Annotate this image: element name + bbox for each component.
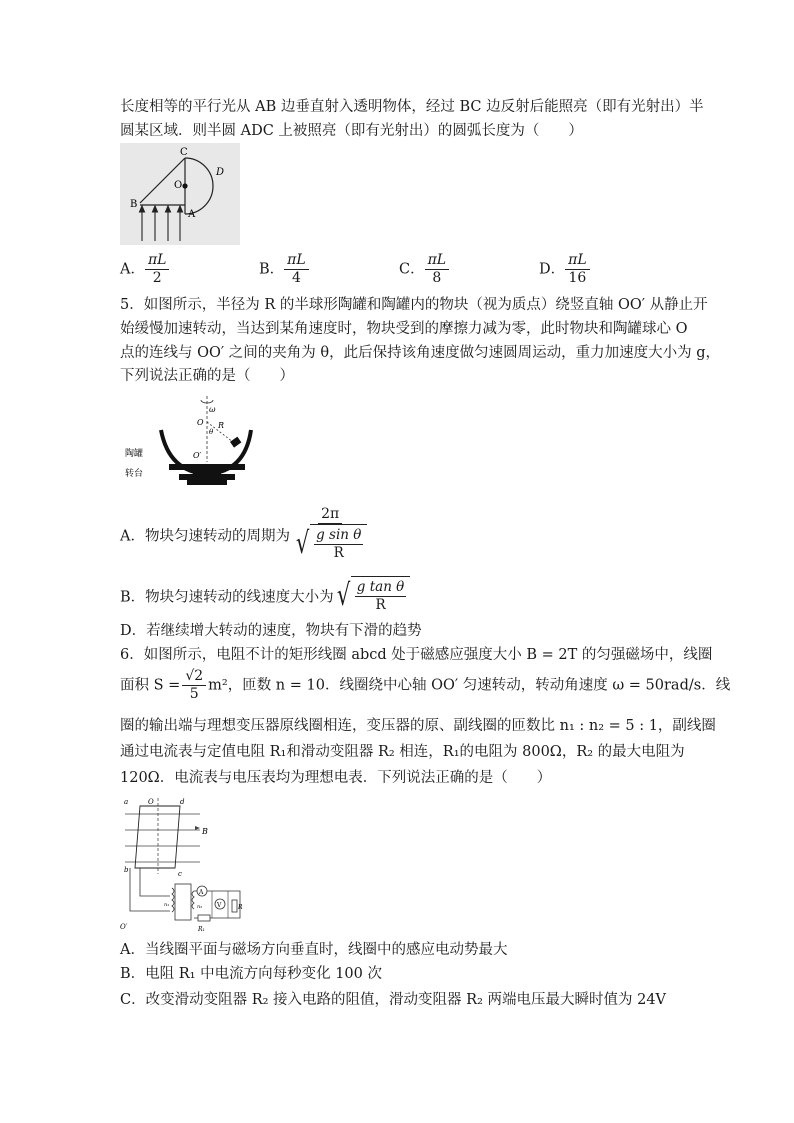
q6-line-4: 通过电流表与定值电阻 R₁和滑动变阻器 R₂ 相连，R₁的电阻为 800Ω，R₂ 的最大电阻为 bbox=[120, 744, 685, 760]
q5-option-b-text: B．物块匀速转动的线速度大小为 bbox=[120, 589, 334, 606]
q5-option-d[interactable]: D．若继续增大转动的速度，物块有下滑的趋势 bbox=[120, 623, 422, 639]
q5-line-1: 5．如图所示，半径为 R 的半球形陶罐和陶罐内的物块（视为质点）绕竖直轴 OO′ 从静止开 bbox=[120, 297, 708, 313]
q4-label-b: B bbox=[130, 199, 138, 210]
q6-option-b[interactable]: B．电阻 R₁ 中电流方向每秒变化 100 次 bbox=[120, 966, 382, 982]
q6-label-r: R bbox=[238, 904, 243, 911]
q4-option-a-den: 2 bbox=[152, 270, 162, 286]
q4-option-b-den: 4 bbox=[291, 270, 301, 286]
q4-option-b-num: πL bbox=[284, 252, 309, 270]
q5-label-jar: 陶罐 bbox=[125, 449, 144, 459]
q5-line-2: 始缓慢加速转动，当达到某角速度时，物块受到的摩擦力减为零，此时物块和陶罐球心 O bbox=[120, 321, 688, 337]
q6-line-2-den: 5 bbox=[189, 686, 199, 702]
q4-option-d[interactable] bbox=[539, 252, 590, 287]
q6-line-2-post: m²，匝数 n = 10．线圈绕中心轴 OO′ 匀速转动，转动角速度 ω = 50rad/s．线 bbox=[208, 677, 731, 694]
q4-label-o: O bbox=[174, 180, 183, 191]
q6-label-b-field: B bbox=[202, 827, 208, 836]
q4-option-d-letter: D． bbox=[539, 261, 566, 278]
q6-label-d: d bbox=[180, 798, 185, 806]
q4-line-2: 圆某区域．则半圆 ADC 上被照亮（即有光射出）的圆弧长度为（ ） bbox=[120, 123, 583, 139]
q5-label-omega: ω bbox=[209, 405, 216, 414]
q6-label-voltmeter: V bbox=[217, 902, 222, 909]
q4-option-b-letter: B． bbox=[259, 261, 285, 278]
q6-label-n1: n₁ bbox=[164, 902, 170, 908]
q4-line-1: 长度相等的平行光从 AB 边垂直射入透明物体，经过 BC 边反射后能照亮（即有光射出）半 bbox=[120, 99, 704, 115]
q5-label-table: 转台 bbox=[125, 469, 144, 479]
q4-option-d-num: πL bbox=[565, 252, 590, 270]
q4-figure bbox=[120, 143, 240, 245]
q6-label-c: c bbox=[178, 870, 182, 878]
q6-label-o: O bbox=[148, 798, 154, 806]
q6-label-o-prime: O′ bbox=[120, 923, 128, 931]
q4-option-c[interactable] bbox=[399, 252, 449, 287]
q4-option-c-letter: C． bbox=[399, 261, 425, 278]
q5-line-4: 下列说法正确的是（ ） bbox=[120, 368, 294, 384]
q4-label-d: D bbox=[216, 167, 225, 178]
q4-label-a: A bbox=[188, 209, 196, 220]
q5-option-b-rad-num: g tan θ bbox=[356, 579, 405, 595]
q6-label-r1: R₁ bbox=[198, 926, 205, 933]
q5-option-a[interactable]: A．物块匀速转动的周期为 2π √ $\frac{\text{g sin θ}}{R}$ bbox=[120, 506, 370, 564]
q6-line-5: 120Ω．电流表与电压表均为理想电表．下列说法正确的是（ ） bbox=[120, 770, 552, 786]
q4-option-a-letter: A． bbox=[120, 261, 145, 278]
q6-label-a: a bbox=[124, 798, 129, 806]
q6-line-2-num: √2 bbox=[182, 668, 206, 686]
q4-option-a[interactable] bbox=[120, 252, 169, 287]
q5-option-b[interactable]: B．物块匀速转动的线速度大小为 √ $\frac{\text{g tan θ}}{R}$ bbox=[120, 576, 410, 616]
q5-option-b-rad-den: R bbox=[375, 597, 386, 613]
q5-label-o: O bbox=[197, 418, 204, 427]
q6-label-b: b bbox=[124, 866, 129, 874]
q6-line-2-pre: 面积 S = bbox=[120, 677, 181, 694]
q4-option-a-num: πL bbox=[145, 252, 170, 270]
q5-label-r: R bbox=[218, 421, 225, 430]
q4-option-c-den: 8 bbox=[432, 270, 442, 286]
q5-option-a-rad-den: R bbox=[333, 545, 344, 561]
q4-label-c: C bbox=[180, 147, 188, 158]
q6-line-1: 6．如图所示，电阻不计的矩形线圈 abcd 处于磁感应强度大小 B = 2T 的匀强磁场中，线圈 bbox=[120, 647, 713, 663]
q5-label-o-prime: O′ bbox=[193, 451, 202, 460]
q6-line-2 bbox=[120, 668, 730, 703]
q5-option-a-rad-num: g sin θ bbox=[316, 527, 362, 543]
q6-option-c[interactable]: C．改变滑动变阻器 R₂ 接入电路的阻值，滑动变阻器 R₂ 两端电压最大瞬时值为 24V bbox=[120, 992, 667, 1008]
q5-line-3: 点的连线与 OO′ 之间的夹角为 θ，此后保持该角速度做匀速圆周运动，重力加速度大小为 g， bbox=[120, 345, 721, 361]
q5-label-theta: θ bbox=[209, 428, 214, 436]
q6-label-ammeter: A bbox=[199, 889, 204, 896]
q5-option-a-num: 2π bbox=[318, 506, 342, 524]
q4-option-b[interactable] bbox=[259, 252, 309, 287]
q5-figure bbox=[125, 392, 260, 492]
q6-label-n2: n₂ bbox=[197, 904, 203, 910]
q4-option-c-num: πL bbox=[425, 252, 450, 270]
q6-line-3: 圈的输出端与理想变压器原线圈相连，变压器的原、副线圈的匝数比 n₁ : n₂ = 5 : 1，副线圈 bbox=[120, 718, 716, 734]
q5-option-a-text: A．物块匀速转动的周期为 bbox=[120, 528, 290, 545]
q4-option-d-den: 16 bbox=[568, 270, 587, 286]
q6-option-a[interactable]: A．当线圈平面与磁场方向垂直时，线圈中的感应电动势最大 bbox=[120, 942, 508, 958]
q6-figure bbox=[120, 796, 245, 934]
